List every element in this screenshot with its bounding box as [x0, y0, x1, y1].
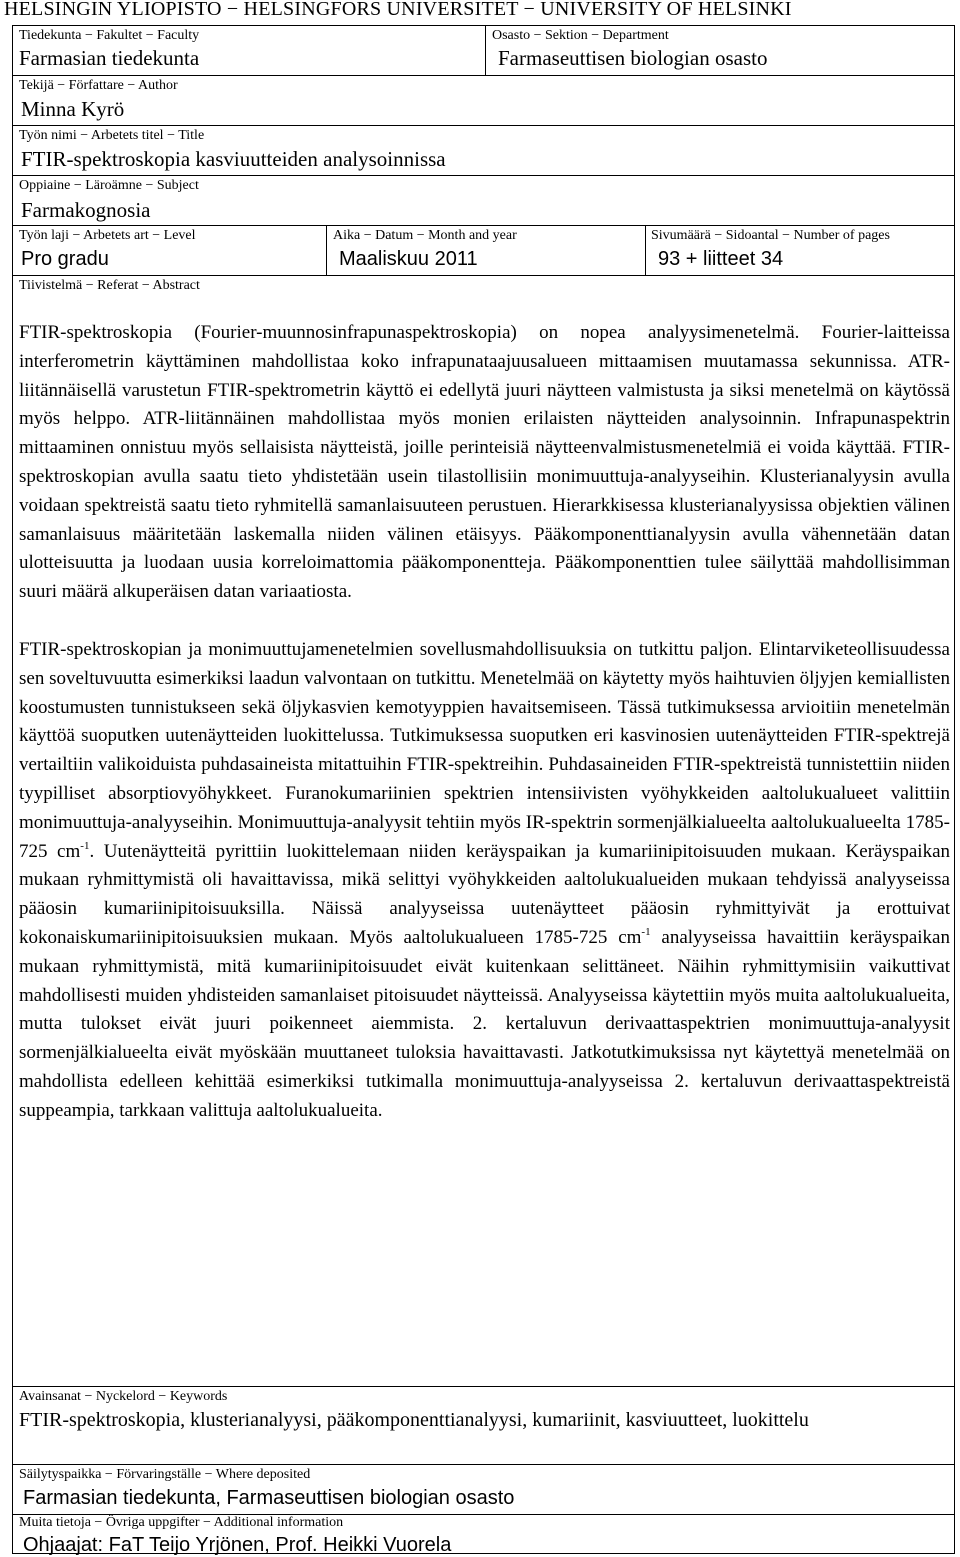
department-label: Osasto − Sektion − Department [492, 28, 669, 43]
abstract-form [12, 25, 955, 1554]
additional-info-label: Muita tietoja − Övriga uppgifter − Additional information [19, 1515, 344, 1530]
subject-label: Oppiaine − Läroämne − Subject [19, 178, 199, 193]
deposited-label: Säilytyspaikka − Förvaringställe − Where deposited [19, 1467, 311, 1482]
keywords-value: FTIR-spektroskopia, klusterianalyysi, pääkomponenttianalyysi, kumariinit, kasviuutteet, luokittelu [19, 1409, 809, 1431]
subject-row [13, 176, 954, 226]
faculty-department-row [13, 26, 954, 76]
level-date-pages-row [13, 226, 954, 276]
pages-label: Sivumäärä − Sidoantal − Number of pages [651, 228, 890, 243]
thesis-title-value: FTIR-spektroskopia kasviuutteiden analysoinnissa [21, 147, 446, 171]
keywords-label: Avainsanat − Nyckelord − Keywords [19, 1389, 228, 1404]
university-header: HELSINGIN YLIOPISTO − HELSINGFORS UNIVERSITET − UNIVERSITY OF HELSINKI [4, 0, 792, 20]
department-value: Farmaseuttisen biologian osasto [498, 46, 768, 70]
level-cell [13, 226, 326, 275]
author-label: Tekijä − Författare − Author [19, 78, 178, 93]
faculty-value: Farmasian tiedekunta [19, 46, 200, 70]
subject-value: Farmakognosia [21, 198, 151, 222]
faculty-cell [13, 26, 485, 75]
additional-info-value: Ohjaajat: FaT Teijo Yrjönen, Prof. Heikki Vuorela [23, 1534, 452, 1556]
author-row [13, 76, 954, 126]
abstract-text [19, 319, 950, 1155]
abstract-p2-part1: FTIR-spektroskopian ja monimuuttujamenetelmien sovellusmahdollisuuksia on tutkittu paljon. Elintarviketeollisuudessa sen soveltuvuutta esimerkiksi laadun valvontaan on tutkittu. Menetelmää on käytetty myös haihtuvien öljyjen kemiallisten koostumusten tunnistukseen sekä öljykasvien kemotyyppien havaitsemiseen. Tässä tutkimuksessa arvioitiin menetelmän käyttöä suoputken uutenäytteiden luokittelussa. Tutkimuksessa suoputken eri kasvinosien uutenäytteiden FTIR-spektrejä vertailtiin valikoiduista puhdasaineista mitattuihin FTIR-spektreihin. Puhdasaineiden FTIR-spektreistä tunnistettiin niiden tyypilliset absorptiovyöhykkeet. Furanokumariinien spektrien intensiivisten vyöhykkeiden aaltolukualueet valittiin monimuuttuja-analyyseihin. Monimuuttuja-analyysit tehtiin myös IR-spektrin sormenjälkialueelta aaltolukualueelta 1785-725 cm [19, 638, 950, 862]
date-value: Maaliskuu 2011 [339, 248, 478, 270]
keywords-row [13, 1387, 954, 1465]
faculty-label: Tiedekunta − Fakultet − Faculty [19, 28, 200, 43]
abstract-label: Tiivistelmä − Referat − Abstract [19, 278, 200, 293]
author-value: Minna Kyrö [21, 97, 125, 121]
deposited-row [13, 1465, 954, 1515]
abstract-p2-superscript-2: -1 [641, 925, 651, 938]
title-row [13, 126, 954, 176]
pages-value: 93 + liitteet 34 [658, 248, 784, 270]
additional-info-row [13, 1515, 954, 1556]
department-cell [485, 26, 954, 75]
abstract-row [13, 276, 954, 1387]
pages-cell [645, 226, 954, 275]
abstract-p2-part3: analyyseissa havaittiin keräyspaikan mukaan ryhmittymistä, mitä kumariinipitoisuudet eivät kuitenkaan selittäneet. Näihin ryhmittymisiin vaikuttivat mahdollisesti muiden yhdisteiden samanlaiset pitoisuudet näytteissä. Analyyseissa käytettiin myös muita aaltolukualueita, mutta tulokset eivät juuri poikenneet aiemmista. 2. kertaluvun derivaattaspektrien monimuuttuja-analyysit sormenjälkialueelta eivät myöskään muuttaneet tuloksia havaittavasti. Jatkotutkimuksissa nyt käytettyä menetelmää on mahdollista edelleen kehittää esimerkiksi tutkimalla monimuuttuja-analyyseissa 2. kertaluvun derivaattaspektreistä suppeampia, tarkkaan valittuja aaltolukualueita. [19, 926, 950, 1121]
level-value: Pro gradu [21, 248, 109, 270]
abstract-paragraph-1: FTIR-spektroskopia (Fourier-muunnosinfrapunaspektroskopia) on nopea analyysimenetelmä. Fourier-laitteissa interferometrin käyttäminen mahdollistaa koko infrapunataajuusalueen mittaamisen muutamassa sekunnissa. ATR-liitännäisellä varustetun FTIR-spektrometrin käyttö ei edellytä juuri näytteen valmistusta ja siksi menetelmä on käytössä myös helppo. ATR-liitännäinen mahdollistaa myös monien erilaisten näytteiden analysoinnin. Infrapunaspektrin mittaaminen onnistuu myös sellaisista näytteistä, joille perinteisiä näytteenvalmistusmenetelmiä ei voida käyttää. FTIR-spektroskopian avulla saatu tieto yhdistetään usein tilastollisiin monimuuttuja-analyyseihin. Klusterianalyysin avulla voidaan spektreistä saatu tieto ryhmitellä samanlaisuuteen perustuen. Hierarkkisessa klusterianalyysissa objektien välinen samanlaisuus määritetään laskemalla niiden välinen etäisyys. Pääkomponenttianalyysin avulla vähennetään datan ulotteisuutta ja luodaan uusia korreloimattomia pääkomponentteja. Pääkomponenttien tulee säilyttää mahdollisimman suuri määrä alkuperäisen datan variaatiosta. [19, 322, 950, 603]
deposited-value: Farmasian tiedekunta, Farmaseuttisen biologian osasto [23, 1487, 515, 1509]
abstract-p2-part2: . Uutenäytteitä pyrittiin luokittelemaan niiden keräyspaikan ja kumariinipitoisuuden mukaan. Keräyspaikan mukaan ryhmittymistä oli havaittavissa, mikä selittyi vyöhykkeiden aaltolukualueiden mukaan tehdyissä analyyseissa pääosin kumariinipitoisuuksilla. Näissä analyyseissa uutenäytteet pääosin ryhmittyivät ja erottuivat kokonaiskumariinipitoisuuksien mukaan. Myös aaltolukualueen 1785-725 cm [19, 840, 951, 948]
abstract-p2-superscript-1: -1 [80, 839, 90, 852]
level-label: Työn laji − Arbetets art − Level [19, 228, 196, 243]
date-cell [326, 226, 645, 275]
title-label: Työn nimi − Arbetets titel − Title [19, 128, 205, 143]
date-label: Aika − Datum − Month and year [333, 228, 517, 243]
abstract-paragraph-2 [19, 636, 950, 1126]
